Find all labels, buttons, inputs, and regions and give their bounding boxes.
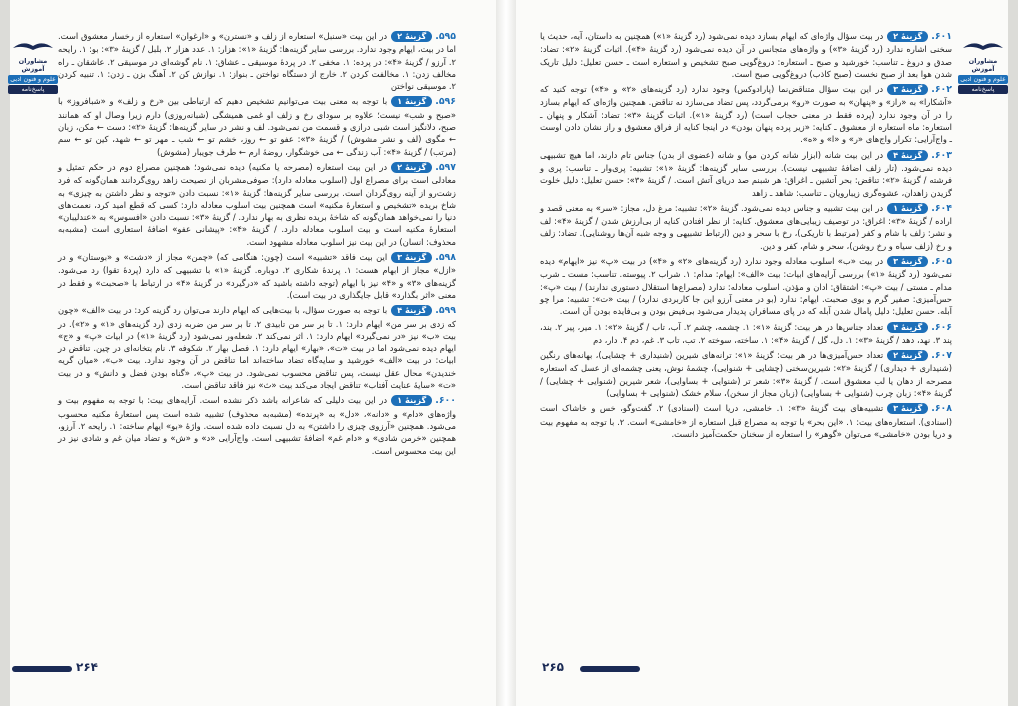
answer-item bbox=[540, 402, 952, 440]
question-number: ۵۹۸. bbox=[435, 252, 456, 264]
page-footer bbox=[12, 660, 152, 678]
answer-badge: گزینهٔ ۳ bbox=[887, 84, 928, 95]
page-edge bbox=[0, 0, 10, 706]
left-page bbox=[0, 0, 496, 706]
answer-text: تعداد حس‌آمیزی‌ها در هر بیت: گزینهٔ «۱»: ترانه‌های شیرین (شنیداری + چشایی)، بهانه‌های رنگین (شنیداری + دیداری) / گزینهٔ «۲»: شیرین‌سخنی (چشایی + شنوایی)، چشمهٔ نوش، یعنی چشمه‌ای از عسل که استعاره مصرحه از دهان یا لب معشوق است. / گزینهٔ «۳»: شعر تر (شنوایی + بساوایی)، شعر شیرین (شنوایی + چشایی) / گزینهٔ «۴»: زبان چرب (شنوایی + بساوایی) (زبان مجاز از سخن)، سلام خشک (شنوایی + بساوایی) bbox=[540, 350, 953, 399]
question-number: ۵۹۵. bbox=[435, 31, 456, 42]
answer-text: با توجه به معنی بیت می‌توانیم تشخیص دهیم که ارتباطی بین «رخ و زلف» و «شبافروز» با «صبح و شب» نیست؛ علاوه بر سودای رخ و زلف او غمی همیشگی (شبانه‌روزی) دارم زیرا وصال او که همانند صبح، دلانگیز است شبی درازی و قسمت من نمی‌شود. لف و نشر در سایر گزینه‌ها: گزینهٔ «۲»: دست ← مکن، زبان ← مگوی (لف و نشر مشوش) / گزینهٔ «۳»: عفو تو ← روز، خشم تو ← شب ـ مهر تو ← شهد، کین تو ← سم (مرتب) / گزینهٔ «۴»: آب زندگی ← می خوشگوار، روضهٔ ارم ← طرف جویبار (مشوش) bbox=[58, 96, 456, 157]
answer-text: در این بیت استعاره (مصرحه یا مکنیه) دیده نمی‌شود؛ همچنین مصراع دوم در حکم تمثیل و معادلی است برای مصراع اول (اسلوب معادله دارد): صوفی‌مشربان از نصیحت زاهد روی‌گردانند همان‌گونه که فرد زشت‌رو از آینه روی‌گردان است. بررسی سایر گزینه‌ها: گزینهٔ «۱»: نسبت دادن «توجه و نظر داشتن به چیزی» به شاخ بریده «تشخیص و استعارهٔ مکنیه» است همچنین بیت اسلوب معادله دارد: کسی که قطع امید کرد، نعمت‌های دنیا را نمی‌خواهد همان‌گونه که شاخهٔ بریده نظری به بهار ندارد. / گزینهٔ «۳»: نسبت دادن «افسوس» به «عندلیبان» استعارهٔ مکنیه است و بیت اسلوب معادله دارد. / گزینهٔ «۴»: «پیشانی عفو» اضافهٔ استعاری است (مشبه‌به محذوف: انسان) در این بیت نیز اسلوب معادله مشهود است. bbox=[58, 161, 456, 247]
question-number: ۶۰۸. bbox=[931, 403, 952, 415]
answer-text: تشبیه‌های بیت گزینهٔ «۳»: ۱. خامشی، دریا است (اسنادی) ۲. گفت‌وگو، خس و خاشاک است (اسنادی). استعاره‌های بیت: ۱. «این بحر» با توجه به مصراع قبل استعاره از «خامشی» است. ۲. با توجه به مفهوم بیت و دریا بودن «خامشی» می‌توان «گوهر» را استعاره از سخنان حکمت‌آمیز دانست. bbox=[540, 403, 952, 439]
answer-column bbox=[58, 30, 456, 460]
question-number: ۶۰۰. bbox=[435, 395, 456, 407]
section-label: پاسخ‌نامه bbox=[8, 85, 58, 94]
answer-badge: گزینهٔ ۲ bbox=[391, 31, 432, 42]
answer-text: در این بیت تشبیه و جناس دیده نمی‌شود. گزینهٔ «۲»: تشبیه: مرغ دل، مجاز: «سر» به معنی قصد و اراده / گزینهٔ «۳»: اغراق: در توصیف زیبایی‌های معشوق. کنایه: از نظر افتادن کنایه از بی‌ارزش شدن / گزینهٔ «۴»: لف و نشر: زلف با شام و کفر (مرتبط با تاریکی)، رخ با سحر و دین (ارتباط تشبیهی و وجه شبه آن‌ها روشنایی). تضاد: زلف و رخ (زلف سیاه و رخ روشن)، سحر و شام، کفر و دین. bbox=[540, 202, 952, 251]
question-number: ۶۰۴. bbox=[931, 202, 952, 214]
page-edge bbox=[1008, 0, 1018, 706]
answer-badge: گزینهٔ ۱ bbox=[391, 395, 432, 406]
answer-text: در این بیت «سنبل» استعاره از زلف و «نسترن» و «ارغوان» استعاره از رخسار معشوق است. اما در بیت، ایهام وجود ندارد. بررسی سایر گزینه‌ها: گزینهٔ «۱»: هزار: ۱. عدد هزار ۲. بلبل / گزینهٔ «۳»: بو: ۱. رایحه ۲. آرزو / گزینهٔ «۴»: در پرده: ۱. مخفی ۲. در پردهٔ موسیقی ـ عشاق: ۱. نام گوشه‌ای در موسیقی ۲. عاشقان ـ راه مخالف زدن: ۱. مخالفت کردن ۲. خارج از دستگاه نواختن ـ بنواز: ۱. نوازش کن ۲. آهنگ بزن ـ زدن: ۱. تنبیه کردن ۲. موسیقی نواختن bbox=[58, 31, 456, 92]
answer-badge: گزینهٔ ۳ bbox=[391, 252, 432, 263]
answer-text: با توجه به صورت سؤال، با بیت‌هایی که ایهام دارند می‌توان رد گزینه کرد: در بیت «الف» «چون که زدی بر سر من» ایهام دارد: ۱. تا بر سر من تابیدی ۲. تا بر سر من ضربه زدی (رد گزینه‌های «۱» و «۲»). در بیت «ب» نیز «در نمی‌گیرد» ایهام دارد: ۱. اثر نمی‌کند ۲. شعله‌ور نمی‌شود (رد گزینهٔ «۱») در ابیات «پ» و «ج» ایهام دیده نمی‌شود اما در بیت «ت»، «بهار» ایهام دارد: ۱. فصل بهار ۲. شکوفه ۳. نام بتخانه‌ای در چین. تناقض در ابیات: در بیت «الف» خورشید و سایه‌گاه تضاد ساخته‌اند اما تناقض در آن وجود ندارد. بیت «ب»، «میان گریه خندیدن» محال عقل نیست، پس تناقض محسوب نمی‌شود. در بیت «پ»، «گناه بودن فضل و دانش» و در بیت «ت» «سایهٔ عنایت آفتاب» تناقض ایجاد می‌کند بیت «ث» نیز فاقد تناقض است. bbox=[58, 305, 457, 391]
eagle-logo-icon bbox=[11, 39, 55, 53]
question-number: ۶۰۲. bbox=[931, 84, 952, 96]
answer-badge: گزینهٔ ۲ bbox=[887, 31, 928, 42]
answer-badge: گزینهٔ ۳ bbox=[887, 256, 928, 267]
answer-text: در این بیت سؤال متناقض‌نما (پارادوکس) وجود ندارد (رد گزینه‌های «۲» و «۴») توجه کنید که «آشکارا» به «راز» و «پنهان» به صورت «رو» برمی‌گردد، پس تضاد می‌سازد نه تناقض. همچنین واژه‌ای که ایهام بسازد را در آن وجود ندارد (پرده فقط در معنی حجاب است) (رد گزینهٔ «۱»). اثبات گزینهٔ «۳»: تضاد: آشکار و پنهان ـ استعاره: ماه استعاره از معشوق ـ کنایه: «زیر پرده پنهان بودن» در اینجا کنایه از فراق معشوق و راز نشان دادن اوست ـ واج‌آرایی: تکرار واج‌های «ر» و «ا» و «ه». bbox=[540, 84, 952, 145]
answer-badge: گزینهٔ ۲ bbox=[391, 162, 432, 173]
brand-name: مشاوران آموزش bbox=[968, 57, 998, 73]
answer-item bbox=[58, 251, 456, 301]
answer-text: در این بیت شانه (ابزار شانه کردن مو) و شانه (عضوی از بدن) جناس تام دارند، اما هیچ تشبیهی دیده نمی‌شود. (تار زلف اضافهٔ تشبیهی نیست). بررسی سایر گزینه‌ها: گزینهٔ «۱»: تشبیه: پری‌وار ـ تناسب: پری و فرشته / گزینهٔ «۲»: تناقض: بحر آتشین ـ اغراق: هر شبنم صد دریای آتش است. / گزینهٔ «۳»: حسن تعلیل: دلیل خلوت گزیدن زاهدان، عشوه‌گری زیبارویان ـ تناسب: شاهد ـ زاهد bbox=[540, 149, 953, 198]
footer-ornament bbox=[12, 666, 72, 672]
question-number: ۶۰۶. bbox=[931, 321, 953, 333]
subject-label: علوم و فنون ادبی bbox=[8, 75, 58, 84]
question-number: ۶۰۷. bbox=[931, 350, 952, 362]
answer-item bbox=[58, 394, 456, 456]
answer-text: در بیت «ب» اسلوب معادله وجود ندارد (رد گزینه‌های «۲» و «۴») در بیت «پ» نیز «ایهام» دیده نمی‌شود (رد گزینهٔ «۱») بررسی آرایه‌های ابیات: بیت «الف»: ایهام: مدام: ۱. شراب ۲. پیوسته. تناسب: مست ـ شرب مدام ـ مستی / بیت «پ»: اشتقاق: ادان و مؤذن. اسلوب معادله: ندارد (مصراع‌ها استقلال دستوری ندارند) / بیت «پ»: حس‌آمیزی: صفیر گرم و بوی صحبت. ایهام: ندارد (بو در معنی آرزو این جا کاربردی ندارد) / بیت «ت»: تشبیه: مرا چو آبله. حسن تعلیل: دلیل پامال شدن آبله که در پای مسافران پدیدار می‌شود بی‌فیض بودن و بی‌فایده بودن آن است. bbox=[540, 256, 952, 317]
answer-badge: گزینهٔ ۴ bbox=[887, 322, 928, 333]
answer-item bbox=[540, 149, 952, 199]
side-tab bbox=[958, 38, 1008, 94]
side-tab bbox=[8, 38, 58, 94]
answer-item bbox=[540, 83, 952, 145]
answer-badge: گزینهٔ ۳ bbox=[887, 403, 928, 414]
subject-label: علوم و فنون ادبی bbox=[958, 75, 1008, 84]
answer-item bbox=[540, 202, 952, 252]
answer-badge: گزینهٔ ۱ bbox=[887, 203, 928, 214]
eagle-logo-icon bbox=[961, 39, 1005, 53]
answer-badge: گزینهٔ ۴ bbox=[887, 150, 928, 161]
page-footer bbox=[540, 660, 680, 678]
footer-ornament bbox=[580, 666, 640, 672]
answer-badge: گزینهٔ ۴ bbox=[391, 305, 432, 316]
answer-text: تعداد جناس‌ها در هر بیت: گزینهٔ «۱»: ۱. چشمه، چشم ۲. آب، تاب / گزینهٔ «۲»: ۱. میر، پیر ۲. بند، پند ۳. نهد، دهد / گزینهٔ «۳»: ۱. دل، گل / گزینهٔ «۴»: ۱. ساخته، سوخته ۲. تب، تاب ۳. غم، دم ۴. دار، دم bbox=[540, 321, 952, 345]
section-label: پاسخ‌نامه bbox=[958, 85, 1008, 94]
question-number: ۵۹۹. bbox=[435, 305, 456, 317]
question-number: ۶۰۱. bbox=[931, 31, 952, 42]
book-gutter bbox=[496, 0, 516, 706]
brand-name: مشاوران آموزش bbox=[18, 57, 48, 73]
answer-item bbox=[58, 161, 456, 248]
answer-badge: گزینهٔ ۲ bbox=[887, 350, 928, 361]
answer-item bbox=[58, 30, 456, 92]
right-page bbox=[516, 0, 1018, 706]
answer-text: این بیت فاقد «تشبیه» است (چون: هنگامی که) «چمن» مجاز از «دشت» و «بوستان» و در «ازل» مجاز از ابهام هست: ۱. پرندهٔ شکاری ۲. دوباره. گزینهٔ «۱» با تشبیهی که دارد (پردهٔ تقوا) رد می‌شود. گزینه‌های «۳» و «۴» نیز با ایهام (توجه داشته باشید که «درگیرد» در گزینهٔ «۴» در ارتباط با «صحبت» و فقط در معنی «اثر بگذارد» قابل جایگذاری در بیت است). bbox=[58, 252, 456, 300]
answer-item bbox=[540, 321, 952, 347]
answer-item bbox=[540, 255, 952, 317]
answer-badge: گزینهٔ ۱ bbox=[391, 96, 432, 107]
question-number: ۵۹۷. bbox=[435, 161, 456, 173]
answer-column bbox=[540, 30, 952, 443]
question-number: ۵۹۶. bbox=[435, 96, 456, 108]
answer-text: در این بیت دلیلی که شاعرانه باشد ذکر نشده است. آرایه‌های بیت: با توجه به مفهوم بیت و واژه‌های «دام» و «دانه»، «دل» به «پرنده» (مشبه‌به محذوف) تشبیه شده است پس استعارهٔ مکنیه محسوب می‌شود. همچنین «آرزوی چیزی را داشتن» به دل نسبت داده شده است. واژهٔ «بو» ایهام ساخته: ۱. رایحه ۲. آرزو، همچنین «خرمن شادی» و «دام غم» اضافهٔ تشبیهی است. واج‌آرایی «د» و «ش» و تضاد میان غم و شادی نیز در این بیت محسوس است. bbox=[58, 395, 456, 456]
page-number: ۲۶۴ bbox=[76, 660, 98, 674]
answer-item bbox=[540, 349, 952, 399]
question-number: ۶۰۵. bbox=[931, 256, 952, 268]
page-number: ۲۶۵ bbox=[542, 660, 564, 674]
answer-item bbox=[58, 304, 456, 391]
answer-item bbox=[540, 30, 952, 80]
question-number: ۶۰۳. bbox=[931, 149, 952, 161]
answer-item bbox=[58, 95, 456, 157]
answer-text: در بیت سؤال واژه‌ای که ایهام بسازد دیده نمی‌شود (رد گزینهٔ «۱») همچنین به داستان، آیه، حدیث یا سخنی اشاره ندارد (رد گزینهٔ «۳») و واژه‌های متجانس در آن دیده نمی‌شود (رد گزینهٔ «۴»). اثبات گزینهٔ «۲»: تضاد: صدق و دروغ ـ تناسب: خورشید و صبح ـ استعاره: دروغ‌گویی صبح تشخیص و استعاره است ـ حسن تعلیل: دلیل تاریک شدن هوا بعد از صبح نخست (صبح کاذب) دروغ‌گویی صبح است. bbox=[540, 31, 952, 79]
